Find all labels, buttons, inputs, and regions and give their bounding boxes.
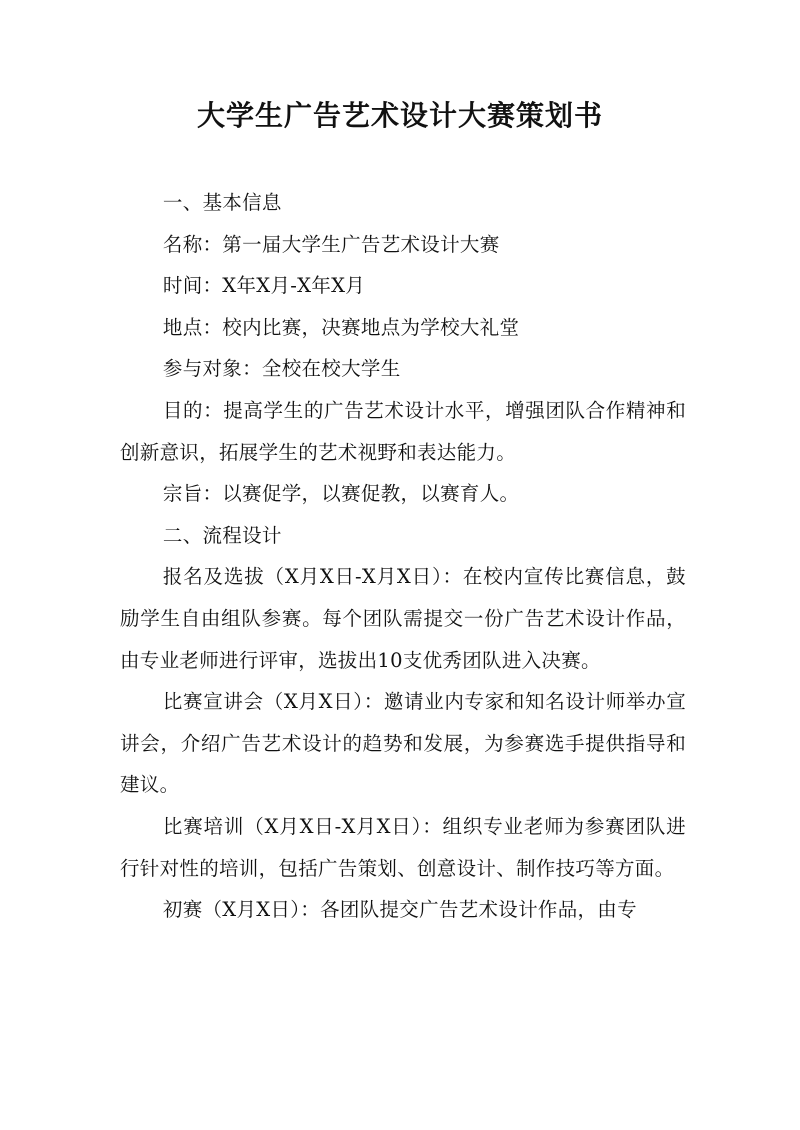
- process-registration: 报名及选拔（X月X日-X月X日）：在校内宣传比赛信息，鼓励学生自由组队参赛。每个团队需提交一份广告艺术设计作品，由专业老师进行评审，选拔出10支优秀团队进入决赛。: [120, 565, 686, 672]
- process-training: 比赛培训（X月X日-X月X日）：组织专业老师为参赛团队进行针对性的培训，包括广告策划、创意设计、制作技巧等方面。: [120, 814, 686, 880]
- process-preliminary: 初赛（X月X日）：各团队提交广告艺术设计作品，由专: [162, 898, 637, 922]
- section-heading-basic-info: 一、基本信息: [162, 191, 282, 214]
- document-title: 大学生广告艺术设计大赛策划书: [196, 99, 603, 132]
- info-purpose: 目的：提高学生的广告艺术设计水平，增强团队合作精神和创新意识，拓展学生的艺术视野和表达能力。: [120, 398, 686, 464]
- process-briefing: 比赛宣讲会（X月X日）：邀请业内专家和知名设计师举办宣讲会，介绍广告艺术设计的趋势和发展，为参赛选手提供指导和建议。: [120, 690, 686, 797]
- info-name: 名称：第一届大学生广告艺术设计大赛: [162, 232, 500, 256]
- section-heading-process: 二、流程设计: [162, 523, 282, 547]
- info-location: 地点：校内比赛，决赛地点为学校大礼堂: [162, 315, 520, 339]
- document-body: [120, 182, 686, 931]
- info-time: 时间：X年X月-X年X月: [162, 274, 366, 298]
- info-tenet: 宗旨：以赛促学，以赛促教，以赛育人。: [162, 482, 520, 506]
- info-participants: 参与对象：全校在校大学生: [162, 357, 401, 381]
